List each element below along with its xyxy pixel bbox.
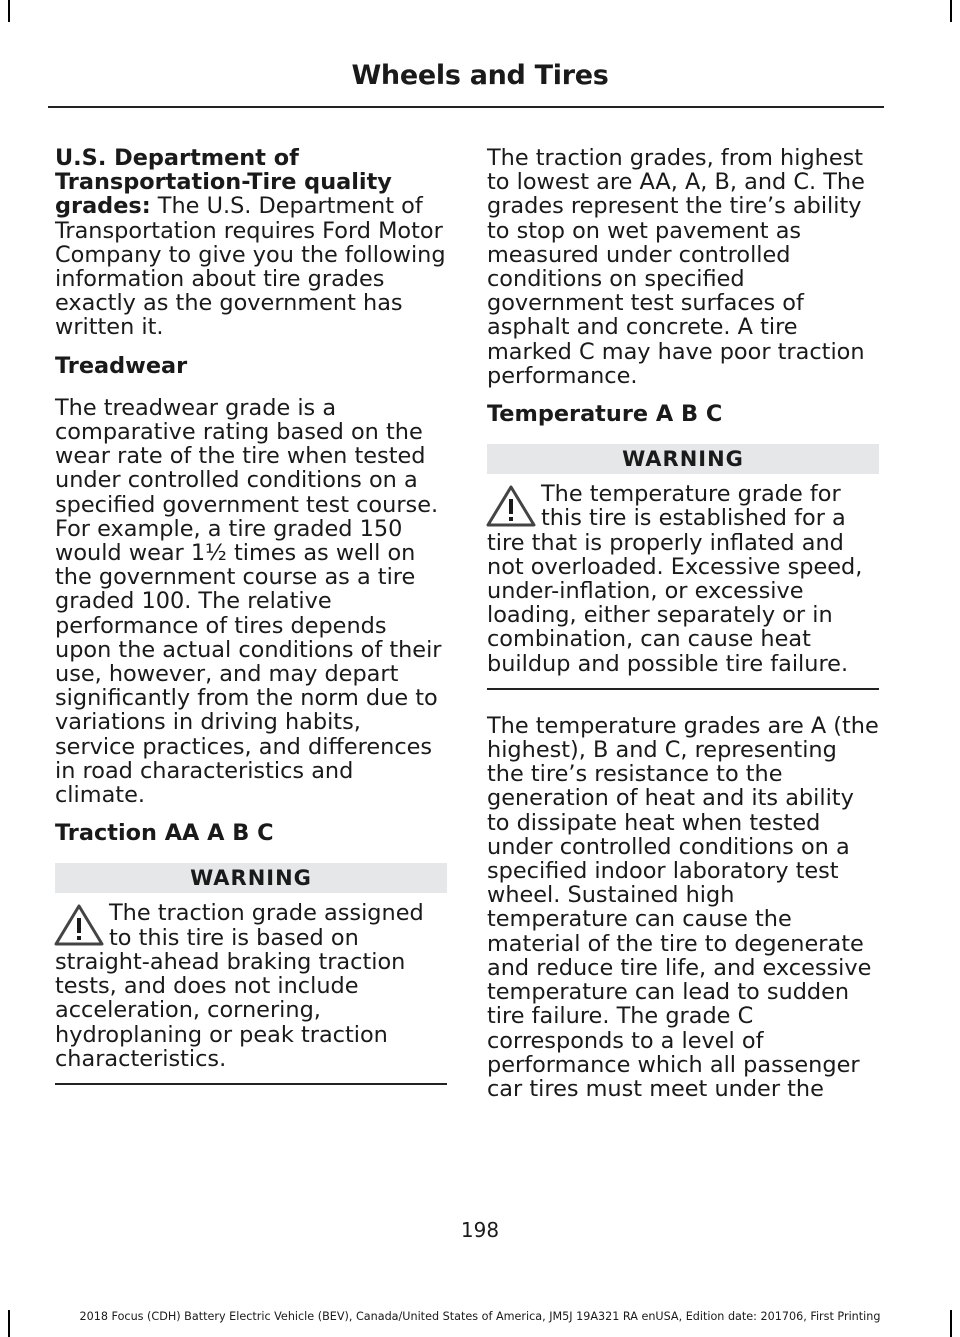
intro-text: The U.S. Department of Transportation requires Ford Motor Company to give you the following information about tire grades exactly as the government has written it. [55,193,446,341]
right-column [487,146,879,1115]
warning-triangle-icon [53,903,105,947]
warning-label: WARNING [55,863,447,893]
traction-warning-text: The traction grade assigned to this tire is based on straight-ahead braking traction tests, and does not include acceleration, cornering, hydroplaning or peak traction characteristics. [55,900,424,1072]
traction-warning-box [55,863,447,1084]
warning-triangle-icon [485,484,537,528]
page-title: Wheels and Tires [351,60,609,91]
warning-divider [487,688,879,690]
warning-divider [55,1083,447,1085]
warning-label: WARNING [487,444,879,474]
crop-mark [8,0,10,22]
treadwear-heading: Treadwear [55,352,188,379]
intro-bold-label: U.S. Department of Transportation-Tire quality grades: [55,145,392,220]
traction-grades-paragraph: The traction grades, from highest to lowest are AA, A, B, and C. The grades represent the tire’s ability to stop on wet pavement as measured under controlled conditions on specified government test surfaces of asphalt and concrete. A tire marked C may have poor traction performance. [487,145,865,389]
intro-paragraph [55,146,447,340]
page-number: 198 [460,1218,500,1242]
temperature-warning-box [487,444,879,690]
temperature-heading: Temperature A B C [487,401,723,428]
crop-mark [950,0,952,22]
header-divider [48,106,884,108]
treadwear-paragraph: The treadwear grade is a comparative rating based on the wear rate of the tire when tested under controlled conditions on a specified government test course. For example, a tire graded 150 would wear 1½ times as well on the government course as a tire graded 100. The relative performance of tires depends upon the actual conditions of their use, however, and may depart significantly from the norm due to variations in driving habits, service practices, and differences in road characteristics and climate. [55,394,442,809]
footer-text: 2018 Focus (CDH) Battery Electric Vehicle (BEV), Canada/United States of America, JM5J 19A321 RA enUSA, Edition date: 201706, First Printing [79,1310,881,1323]
temperature-grades-paragraph: The temperature grades are A (the highest), B and C, representing the tire’s resistance to the generation of heat and its ability to dissipate heat when tested under controlled conditions on a specified indoor laboratory test wheel. Sustained high temperature can cause the material of the tire to degenerate and reduce tire life, and excessive temperature can lead to sudden tire failure. The grade C corresponds to a level of performance which all passenger car tires must meet under the [487,712,879,1102]
traction-heading: Traction AA A B C [55,820,274,847]
temperature-warning-text: The temperature grade for this tire is established for a tire that is properly inflated and not overloaded. Excessive speed, under-inflation, or excessive loading, either separately or in combination, can cause heat buildup and possible tire failure. [487,481,863,677]
left-column [55,146,447,1109]
